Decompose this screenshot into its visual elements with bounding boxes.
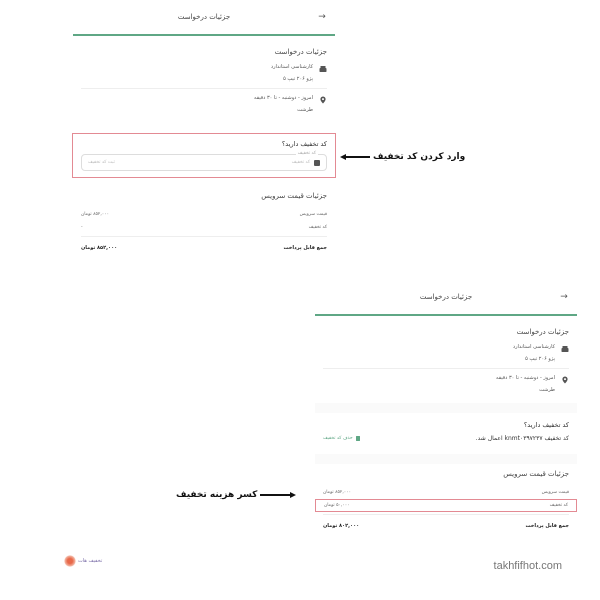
total-value: ۸۰۲,۰۰۰ تومان — [323, 522, 360, 529]
logo-text: تخفیف هات — [78, 558, 103, 564]
arrow-line — [346, 156, 370, 158]
total-label: جمع قابل پرداخت — [283, 244, 327, 251]
request-details-panel-before — [73, 0, 335, 265]
coupon-icon — [314, 160, 320, 166]
discount-code-input[interactable] — [81, 151, 327, 171]
car-model: پژو ۲۰۶ تیپ ۵ — [525, 356, 555, 362]
divider — [323, 368, 569, 369]
trash-icon — [356, 436, 360, 441]
appointment-time: امروز - دوشنبه - تا ۳۰ دقیقه — [254, 95, 313, 101]
applied-discount-row — [323, 435, 569, 442]
price-label: کد تخفیف — [549, 503, 568, 508]
price-row-service — [73, 208, 335, 221]
total-label: جمع قابل پرداخت — [525, 522, 569, 529]
appointment-time: امروز - دوشنبه - تا ۳۰ دقیقه — [496, 375, 555, 381]
discount-question: کد تخفیف دارید؟ — [523, 421, 569, 429]
service-name: کارشناسی استاندارد — [512, 344, 555, 350]
footer-url: takhfifhot.com — [493, 560, 562, 572]
app-header — [315, 280, 577, 314]
discount-applied-message: کد تخفیف knmt۰۳۹۷۲۳۷ اعمال شد. — [475, 435, 569, 442]
location-pin-icon — [561, 376, 569, 384]
arrow-right-icon[interactable]: → — [560, 292, 568, 302]
price-details-title: جزئیات قیمت سرویس — [261, 192, 327, 200]
brand-logo — [64, 555, 102, 567]
time-location-row — [73, 95, 335, 113]
annotation-text: کسر هزینه تخفیف — [176, 490, 258, 500]
price-label: قیمت سرویس — [299, 212, 327, 217]
price-row-service — [315, 486, 577, 499]
price-row-total — [315, 519, 577, 532]
remove-discount-button[interactable] — [323, 436, 360, 441]
price-value: ۸۵۲,۰۰۰ تومان — [81, 212, 110, 217]
car-service-icon — [561, 345, 569, 353]
price-row-discount — [315, 499, 577, 512]
divider — [81, 88, 327, 89]
price-value: ۵۰,۰۰۰ تومان — [324, 503, 350, 508]
header-title: جزئیات درخواست — [419, 293, 473, 301]
discount-code-section — [315, 415, 577, 448]
price-value: ۸۵۲,۰۰۰ تومان — [323, 490, 352, 495]
service-row — [315, 344, 577, 362]
location-name: طرشت — [539, 387, 555, 393]
annotation-enter-code — [340, 152, 465, 162]
header-accent-bar — [315, 314, 577, 316]
price-row-total — [73, 241, 335, 254]
price-details-title: جزئیات قیمت سرویس — [503, 470, 569, 478]
annotation-discount-deduction — [176, 490, 296, 500]
remove-discount-label: حذف کد تخفیف — [323, 436, 353, 441]
car-model: پژو ۲۰۶ تیپ ۵ — [283, 76, 313, 82]
arrow-line — [260, 494, 290, 496]
header-accent-bar — [73, 34, 335, 36]
request-details-panel-after — [315, 280, 577, 530]
location-name: طرشت — [297, 107, 313, 113]
service-row — [73, 64, 335, 82]
price-row-discount — [73, 221, 335, 234]
location-pin-icon — [319, 96, 327, 104]
arrow-right-icon[interactable]: → — [318, 12, 326, 22]
header-title: جزئیات درخواست — [177, 13, 231, 21]
price-label: کد تخفیف — [308, 225, 327, 230]
discount-input-label: کد تخفیف — [297, 151, 316, 156]
section-separator — [315, 454, 577, 464]
discount-code-section — [72, 133, 336, 178]
total-value: ۸۵۲,۰۰۰ تومان — [81, 244, 118, 251]
price-label: قیمت سرویس — [541, 490, 569, 495]
price-value: - — [81, 225, 83, 230]
arrow-right-icon — [290, 492, 296, 498]
discount-input-placeholder[interactable]: کد تخفیف — [291, 160, 310, 165]
time-location-row — [315, 375, 577, 393]
annotation-text: وارد کردن کد تخفیف — [373, 152, 466, 162]
app-header — [73, 0, 335, 34]
logo-burst-icon — [64, 555, 76, 567]
request-details-title: جزئیات درخواست — [516, 328, 569, 336]
discount-question: کد تخفیف دارید؟ — [281, 140, 327, 148]
request-details-title: جزئیات درخواست — [274, 48, 327, 56]
divider — [81, 236, 327, 237]
service-name: کارشناسی استاندارد — [270, 64, 313, 70]
submit-discount-button[interactable]: ثبت کد تخفیف — [88, 160, 115, 165]
section-separator — [315, 403, 577, 413]
car-service-icon — [319, 65, 327, 73]
divider — [323, 514, 569, 515]
